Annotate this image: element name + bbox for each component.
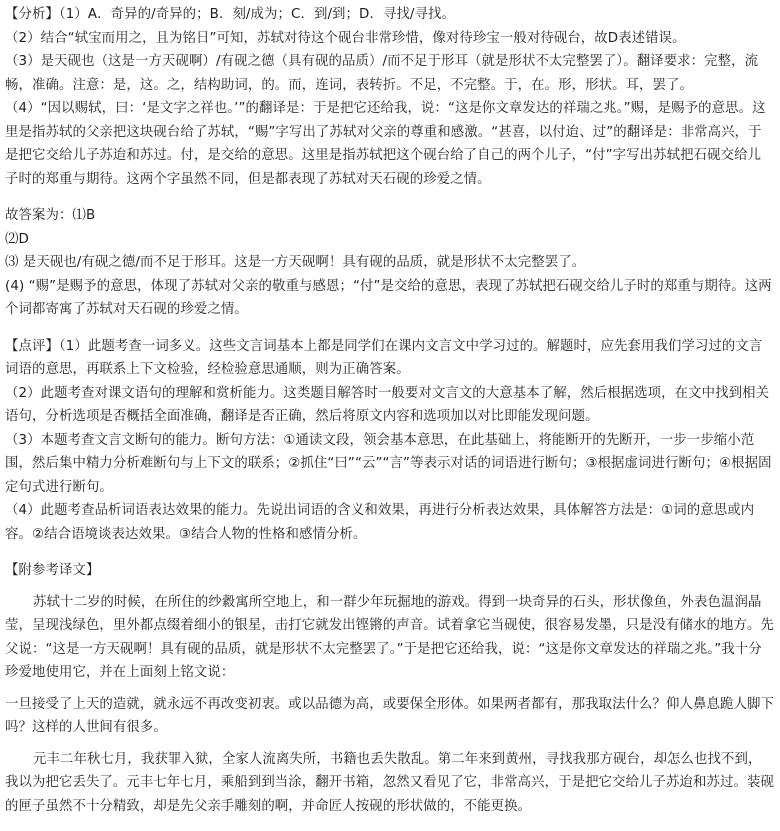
translation-header: 【附参考译文】 <box>5 563 100 578</box>
translation-section <box>5 559 774 818</box>
comment-item-3: （3）本题考查文言文断句的能力。断句方法：①通读文段，领会基本意思，在此基础上，将能断开的先断开，一步一步缩小范围，然后集中精力分析难断句与上下文的联系；②抓住“曰”“云”“言”等表示对话的词语进行断句；③根据虚词进行断句；④根据固定句式进行断句。 <box>5 432 772 495</box>
analysis-item-1: 【分析】（1）A．奇异的/奇异的；B．刻/成为；C．到/到；D．寻找/寻找。 <box>5 7 456 22</box>
comment-item-4: （4）此题考查品析词语表达效果的能力。先说出词语的含义和效果，再进行分析表达效果，具体解答方法是：①词的意思或内容。②结合语境谈表达效果。③结合人物的性格和感情分析。 <box>5 503 755 542</box>
analysis-section <box>5 3 774 191</box>
answer-section <box>5 204 774 322</box>
analysis-item-4: （4）“因以赐轼，曰：‘是文字之祥也。’”的翻译是：于是把它还给我，说：“这是你文章发达的祥瑞之兆。”赐，是赐予的意思。这里是指苏轼的父亲把这块砚台给了苏轼，“赐”字写出了苏轼对父亲的尊重和感激。“甚喜，以付迨、过”的翻译是：非常高兴，于是把它交给儿子苏迨和苏过。付，是交给的意思。这里是指苏轼把这个砚台给了自己的两个儿子，“付”字写出苏轼把石砚交给儿子时的郑重与期待。这两个字虽然不同，但是都表现了苏轼对天石砚的珍爱之情。 <box>5 101 766 187</box>
analysis-item-3: （3）是天砚也（这是一方天砚啊）/有砚之德（具有砚的品质）/而不足于形耳（就是形状不太完整罢了）。翻译要求：完整，流畅，准确。注意：是，这。之，结构助词，的。而，连词，表转折。不足，不完整。于，在。形，形状。耳，罢了。 <box>5 54 759 93</box>
analysis-item-2: （2）结合“轼宝而用之，且为铭日”可知，苏轼对待这个砚台非常珍惜，像对待珍宝一般对待砚台，故D表述错误。 <box>5 30 686 46</box>
answer-item-2: ⑵D <box>5 231 29 247</box>
comment-header: 【点评】 <box>5 338 59 354</box>
answer-lead: 故答案为：⑴B <box>5 208 96 223</box>
answer-item-3: ⑶ 是天砚也/有砚之德/而不足于形耳。这是一方天砚啊！具有砚的品质，就是形状不太完整罢了。 <box>5 255 586 270</box>
translation-paragraph-1: 苏轼十二岁的时候，在所住的纱縠寓所空地上，和一群少年玩掘地的游戏。得到一块奇异的石头，形状像鱼，外表色温润晶莹，呈现浅绿色，里外都点缀着细小的银星，击打它就发出铿锵的声音。试着拿它当砚使，很容易发墨，只是没有储水的地方。先父说：“这是一方天砚啊！具有砚的品质，就是形状不太完整罢了。”于是把它还给我，说：“这是你文章发达的祥瑞之兆。”我十分珍爱地使用它，并在上面刻上铭文说： <box>5 594 774 680</box>
analysis-header: 【分析】 <box>5 7 59 22</box>
comment-item-1: 【点评】（1）此题考查一词多义。这些文言词基本上都是同学们在课内文言文中学习过的。解题时，应先套用我们学习过的文言词语的意思，再联系上下文检验，经检验意思通顺，则为正确答案。 <box>5 338 763 377</box>
answer-item-4: (4) “赐”是赐予的意思，体现了苏轼对父亲的敬重与感恩；“付”是交给的意思，表现了苏轼把石砚交给儿子时的郑重与期待。这两个词都寄寓了苏轼对天石砚的珍爱之情。 <box>5 278 772 317</box>
translation-inscription: 一旦接受了上天的造就，就永远不再改变初衷。或以品德为高，或要保全形体。如果两者都有，那我取法什么？仰人鼻息跪人脚下吗？这样的人世间有很多。 <box>5 696 774 735</box>
comment-section <box>5 335 774 547</box>
comment-item-2: （2）此题考查对课文语句的理解和赏析能力。这类题目解答时一般要对文言文的大意基本了解，然后根据选项，在文中找到相关语句，分析选项是否概括全面准确，翻译是否正确，然后将原文内容和选项加以对比即能发现问题。 <box>5 385 770 424</box>
translation-paragraph-3: 元丰二年秋七月，我获罪入狱，全家人流离失所，书籍也丢失散乱。第二年来到黄州，寻找我那方砚台，却怎么也找不到，我以为把它丢失了。元丰七年七月，乘船到到当涂，翻开书箱，忽然又看见了它，非常高兴，于是把它交给儿子苏迨和苏过。装砚的匣子虽然不十分精致，却是先父亲手雕刻的啊，并命匠人按砚的形状做的，不能更换。 <box>5 751 774 814</box>
